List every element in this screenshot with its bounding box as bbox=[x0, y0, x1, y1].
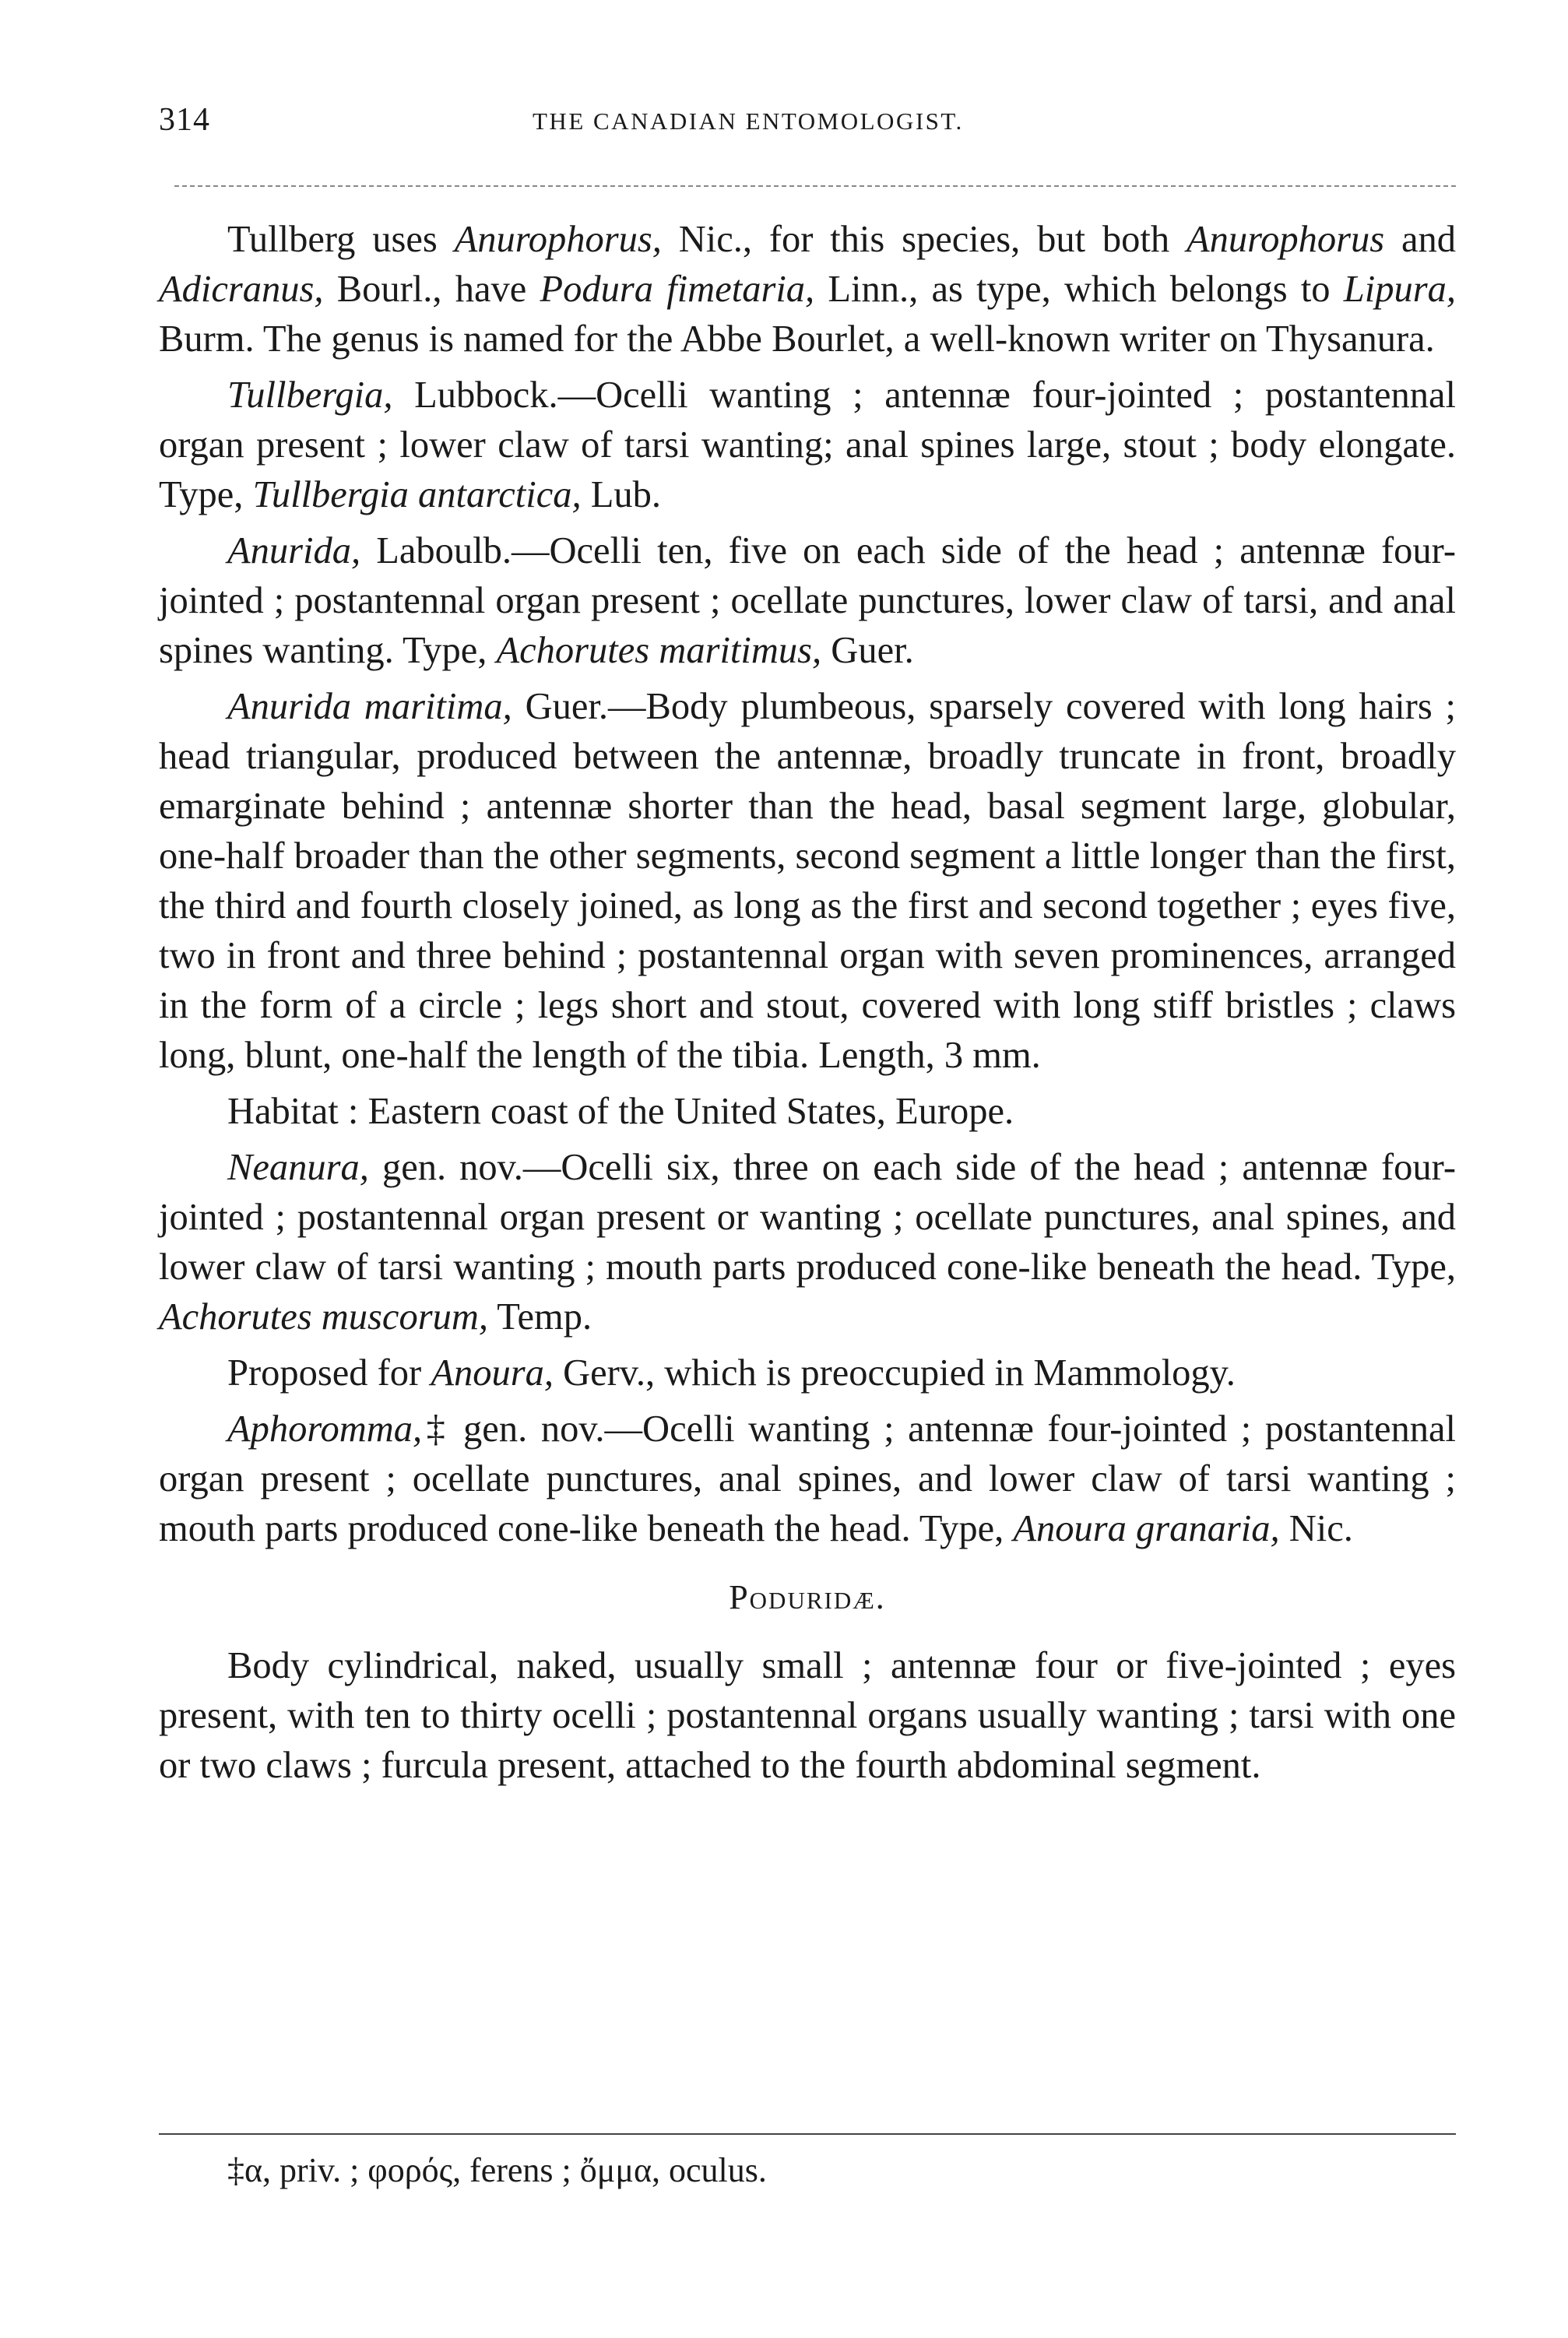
journal-title: THE CANADIAN ENTOMOLOGIST. bbox=[533, 107, 964, 135]
paragraph-tullbergia bbox=[159, 371, 1456, 520]
text-run: gen. nov.—Ocelli six, three on each side of the head ; antennæ four-jointed ; postantennal organ present or wanting ; ocellate punctures, anal spines, and lower claw of tarsi wanting ; mouth parts produced cone-like beneath the head. Type, bbox=[159, 1147, 1456, 1288]
taxon-name: Anurophorus bbox=[1186, 219, 1385, 260]
taxon-name: Tullbergia, bbox=[227, 374, 393, 416]
text-run: Nic., for this species, but both bbox=[661, 219, 1187, 260]
text-run: Gerv., which is preoccupied in Mammology. bbox=[553, 1352, 1236, 1394]
taxon-name: Achorutes muscorum, bbox=[159, 1296, 488, 1338]
footnote: ‡α, priv. ; φορός, ferens ; ὄμμα, oculus. bbox=[227, 2151, 767, 2189]
taxon-name: Aphoromma, bbox=[227, 1408, 423, 1450]
taxon-name: Tullbergia antarctica, bbox=[252, 474, 582, 515]
paragraph-proposed bbox=[159, 1348, 1456, 1398]
page-number: 314 bbox=[159, 102, 210, 138]
text-run: Lubbock.—Ocelli wanting ; antennæ four-jointed ; postantennal organ present ; lower claw of tarsi wanting; anal spines large, stout ; body elongate. Type, bbox=[159, 374, 1456, 515]
running-head bbox=[159, 101, 1456, 156]
paragraph-tullberg bbox=[159, 215, 1456, 364]
taxon-name: Anurophorus, bbox=[454, 219, 662, 260]
taxon-name: Lipura, bbox=[1343, 269, 1456, 310]
text-run: Proposed for bbox=[227, 1352, 431, 1394]
paragraph-habitat bbox=[159, 1087, 1456, 1137]
section-heading: Poduridæ. bbox=[729, 1578, 886, 1616]
text-run: Linn., as type, which belongs to bbox=[814, 269, 1344, 310]
taxon-name: Anurida, bbox=[227, 530, 361, 571]
text-run: Guer.—Body plumbeous, sparsely covered with long hairs ; head triangular, produced between the antennæ, broadly truncate in front, broadly emarginate behind ; antennæ shorter than the head, basal segment large, globular, one-half broader than the other segments, second segment a little longer than the first, the third and fourth closely joined, as long as the first and second together ; eyes five, two in front and three behind ; postantennal organ with seven prominences, arranged in the form of a circle ; legs short and stout, covered with long stiff bristles ; claws long, blunt, one-half the length of the tibia. Length, 3 mm. bbox=[159, 686, 1456, 1076]
text-run: ‡ gen. nov.—Ocelli wanting ; antennæ four-jointed ; postantennal organ present ; ocellate punctures, anal spines, and lower claw of tarsi wanting ; mouth parts produced cone-like beneath the head. Type, bbox=[159, 1408, 1456, 1549]
taxon-name: Achorutes maritimus, bbox=[496, 630, 822, 671]
taxon-name: Adicranus, bbox=[159, 269, 324, 310]
text-run: Nic. bbox=[1279, 1508, 1353, 1549]
taxon-name: Neanura, bbox=[227, 1147, 369, 1188]
paragraph-aphoromma bbox=[159, 1405, 1456, 1554]
header-rule bbox=[174, 185, 1456, 187]
text-run: Burm. The genus is named for the Abbe Bourlet, a well-known writer on Thysanura. bbox=[159, 318, 1435, 360]
taxon-name: Anoura granaria, bbox=[1013, 1508, 1280, 1549]
paragraph-poduridae bbox=[159, 1641, 1456, 1791]
text-run: Habitat : Eastern coast of the United States, Europe. bbox=[227, 1091, 1014, 1132]
text-run: Guer. bbox=[821, 630, 914, 671]
paragraph-neanura bbox=[159, 1143, 1456, 1342]
text-run: Temp. bbox=[487, 1296, 592, 1338]
text-run: Tullberg uses bbox=[227, 219, 455, 260]
taxon-name: Podura fimetaria, bbox=[540, 269, 815, 310]
text-run: and bbox=[1384, 219, 1457, 260]
body-text bbox=[159, 215, 1456, 1797]
text-run: Lub. bbox=[581, 474, 662, 515]
text-run: Laboulb.—Ocelli ten, five on each side of the head ; antennæ four-jointed ; postantennal organ present ; ocellate punctures, lower claw of tarsi, and anal spines wanting. Type, bbox=[159, 530, 1456, 671]
text-run: Bourl., have bbox=[323, 269, 540, 310]
taxon-name: Anurida maritima, bbox=[227, 686, 512, 727]
paragraph-anurida bbox=[159, 526, 1456, 676]
paragraph-anurida-maritima bbox=[159, 682, 1456, 1081]
taxon-name: Anoura, bbox=[431, 1352, 554, 1394]
document-page bbox=[159, 101, 1457, 2189]
text-run: Body cylindrical, naked, usually small ; antennæ four or five-jointed ; eyes present, with ten to thirty ocelli ; postantennal organs usually wanting ; tarsi with one or two claws ; furcula present, attached to the fourth abdominal segment. bbox=[159, 1645, 1456, 1786]
footnote-rule bbox=[159, 2133, 1456, 2135]
